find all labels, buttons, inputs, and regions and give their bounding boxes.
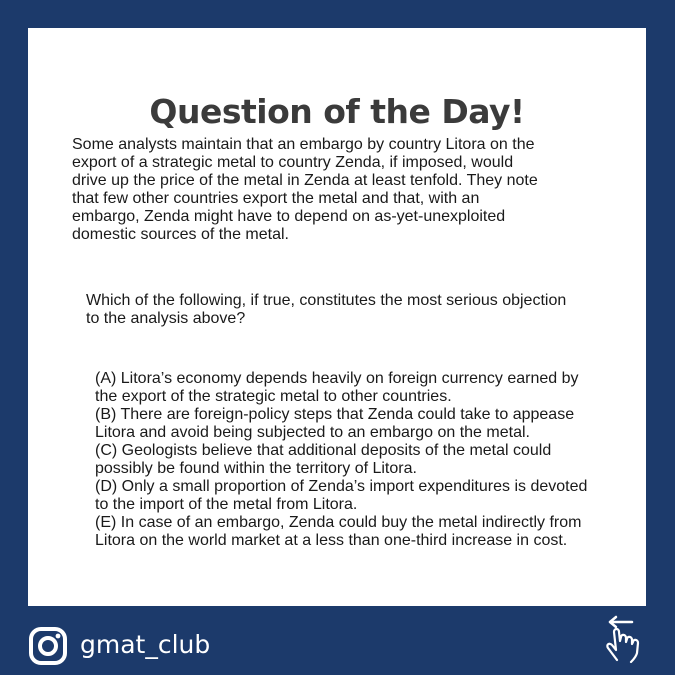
option-d[interactable]: (D) Only a small proportion of Zenda’s import expenditures is devoted to the import of the metal from Litora. xyxy=(95,478,588,513)
question-card xyxy=(28,28,646,606)
option-c[interactable]: (C) Geologists believe that additional deposits of the metal could possibly be found within the territory of Litora. xyxy=(95,442,552,477)
option-b[interactable]: (B) There are foreign-policy steps that Zenda could take to appease Litora and avoid being subjected to an embargo on the metal. xyxy=(95,406,575,441)
option-a[interactable]: (A) Litora’s economy depends heavily on foreign currency earned by the export of the strategic metal to other countries. xyxy=(95,370,579,405)
swipe-hand-icon xyxy=(596,610,648,666)
passage-text: Some analysts maintain that an embargo by country Litora on the export of a strategic metal to country Zenda, if imposed, would drive up the price of the metal in Zenda at least tenfold. They note that few other countries export the metal and that, with an embargo, Zenda might have to depend on as-yet-unexploited domestic sources of the metal. xyxy=(72,136,538,243)
instagram-icon[interactable] xyxy=(28,626,68,666)
footer-bar xyxy=(0,606,675,675)
instagram-handle[interactable]: gmat_club xyxy=(80,630,211,659)
answer-options xyxy=(95,370,640,550)
question-stem: Which of the following, if true, constitutes the most serious objection to the analysis above? xyxy=(86,292,567,327)
page-title: Question of the Day! xyxy=(149,92,525,131)
option-e[interactable]: (E) In case of an embargo, Zenda could buy the metal indirectly from Litora on the world market at a less than one-third increase in cost. xyxy=(95,514,582,549)
